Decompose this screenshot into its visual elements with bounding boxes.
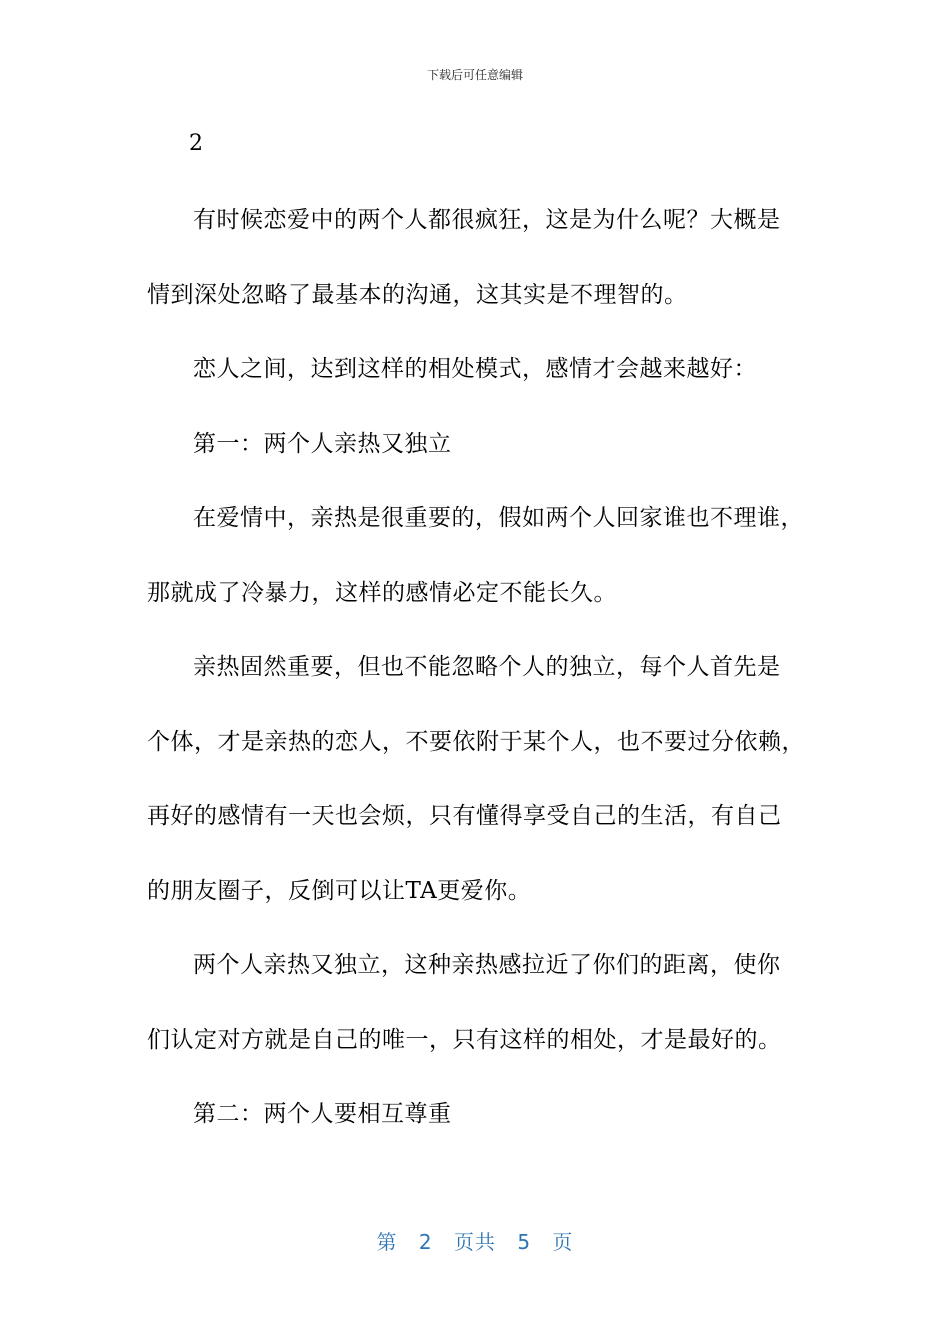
text-line: 两个人亲热又独立，这种亲热感拉近了你们的距离，使你 (193, 952, 781, 978)
page-top-number: 2 (189, 131, 203, 156)
text-line: 的朋友圈子，反倒可以让TA更爱你。 (147, 877, 532, 904)
text-line: 亲热固然重要，但也不能忽略个人的独立，每个人首先是 (193, 654, 781, 680)
text-line: 有时候恋爱中的两个人都很疯狂，这是为什么呢？大概是 (193, 207, 781, 233)
text-line: 在爱情中，亲热是很重要的，假如两个人回家谁也不理谁， (193, 505, 804, 531)
text-line: 情到深处忽略了最基本的沟通，这其实是不理智的。 (147, 281, 688, 308)
header-note: 下载后可任意编辑 (426, 68, 523, 82)
text-line: 个体，才是亲热的恋人，不要依附于某个人，也不要过分依赖， (147, 728, 805, 755)
text-line: 再好的感情有一天也会烦，只有懂得享受自己的生活，有自己 (147, 803, 782, 829)
text-line: 那就成了冷暴力，这样的感情必定不能长久。 (147, 579, 617, 606)
text-line: 恋人之间，达到这样的相处模式，感情才会越来越好： (193, 356, 757, 382)
section-heading: 第一：两个人亲热又独立 (193, 430, 452, 457)
document-body (147, 183, 827, 1152)
section-heading: 第二：两个人要相互尊重 (193, 1101, 452, 1127)
page-footer: 第 2 页共 5 页 (376, 1230, 574, 1254)
text-line: 们认定对方就是自己的唯一，只有这样的相处，才是最好的。 (147, 1026, 782, 1053)
